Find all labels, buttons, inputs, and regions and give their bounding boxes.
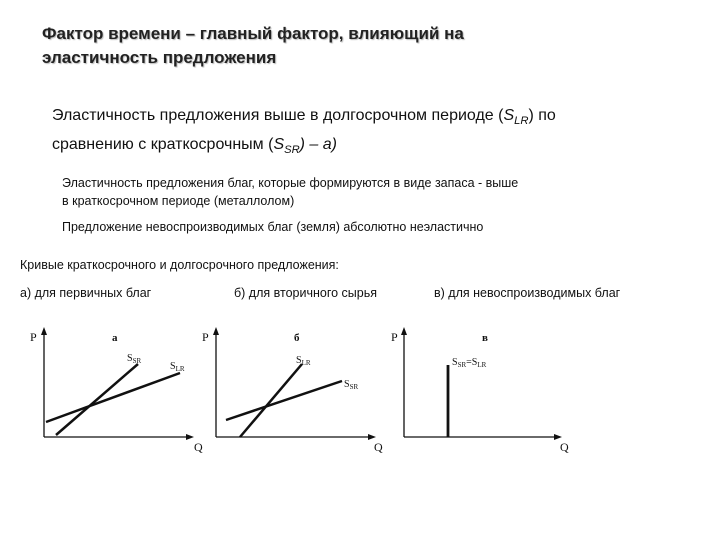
- graph-a-letter: а: [112, 332, 118, 344]
- p1-s-lr-sub: LR: [514, 115, 529, 128]
- paragraph-nonreproducible: Предложение невоспроизводимых благ (земля) абсолютно неэластично: [62, 220, 484, 234]
- p1-s-sr-sub: SR: [284, 144, 300, 157]
- p2-line-1: Эластичность предложения благ, которые формируются в виде запаса - выше: [62, 176, 519, 190]
- graph-a-ssr-curve: [56, 364, 138, 435]
- graph-v-q-label: Q: [560, 440, 569, 454]
- p1-text-3: сравнению с краткосрочным (: [52, 136, 274, 154]
- p1-text-1: Эластичность предложения выше в долгосрочном периоде (: [52, 107, 504, 124]
- graph-b-ssr-label: $S_{SR}$: [344, 379, 359, 391]
- graph-a-ssr-label: $S_{SR}$: [127, 353, 142, 365]
- p1-text-2: ) по: [528, 107, 556, 124]
- graph-b-q-label: Q: [374, 440, 383, 454]
- p2-line-2: в краткосрочном периоде (металлолом): [62, 194, 295, 208]
- graph-b: [202, 325, 392, 460]
- paragraph-elasticity-long-run: [52, 104, 692, 162]
- graph-b-slr-label: $S_{LR}$: [296, 355, 311, 367]
- graph-b-p-label: P: [202, 330, 209, 344]
- label-nonreproducible-goods: в) для невоспроизводимых благ: [434, 286, 621, 300]
- graph-v: [384, 325, 584, 460]
- graph-a-x-arrow: [186, 434, 194, 440]
- graph-b-letter: б: [294, 332, 300, 344]
- graph-a-y-arrow: [41, 327, 47, 335]
- title-line-2: эластичность предложения: [42, 48, 277, 67]
- p1-text-4: ) – а): [299, 136, 337, 154]
- title-line-1: Фактор времени – главный фактор, влияющий на: [42, 24, 464, 43]
- slide-title: [42, 22, 682, 70]
- p1-s-sr: S: [273, 136, 285, 154]
- paragraph-stock-goods: [62, 174, 682, 210]
- graph-a-slr-label: $S_{LR}$: [170, 361, 185, 373]
- graph-v-letter: в: [482, 332, 488, 344]
- graph-a: [30, 325, 220, 460]
- graph-a-p-label: P: [30, 330, 37, 344]
- graph-v-y-arrow: [401, 327, 407, 335]
- graph-v-supply-label: $S_{SR}=S_{LR}$: [452, 357, 487, 369]
- graph-a-q-label: Q: [194, 440, 203, 454]
- label-primary-goods: а) для первичных благ: [20, 286, 152, 300]
- p1-s-lr: S: [503, 107, 515, 124]
- graph-b-y-arrow: [213, 327, 219, 335]
- curves-heading: Кривые краткосрочного и долгосрочного предложения:: [20, 258, 339, 272]
- graph-v-p-label: P: [391, 330, 398, 344]
- label-secondary-materials: б) для вторичного сырья: [234, 286, 378, 300]
- graph-b-slr-curve: [240, 364, 302, 437]
- graph-a-slr-curve: [46, 373, 180, 422]
